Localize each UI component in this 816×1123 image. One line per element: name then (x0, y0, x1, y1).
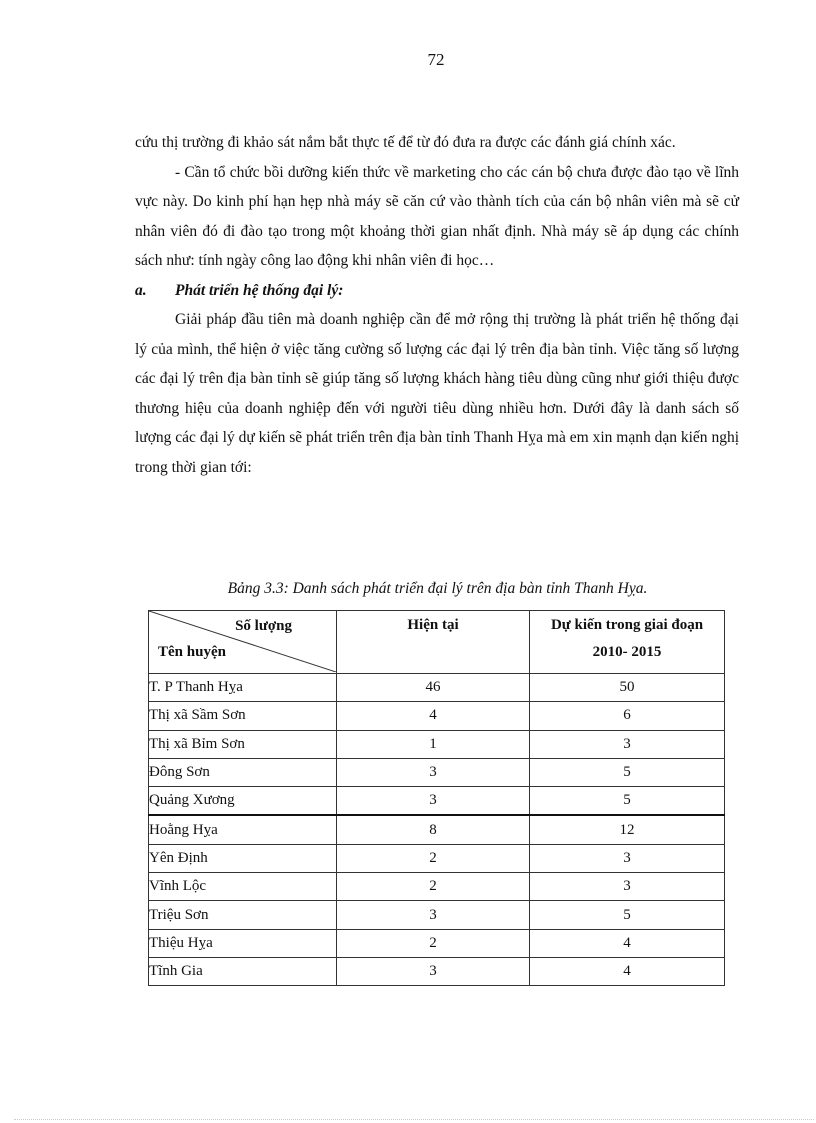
planned-count: 6 (530, 702, 725, 730)
current-count: 4 (337, 702, 530, 730)
header-diagonal-cell (149, 611, 337, 674)
district-name: Quảng Xương (149, 787, 337, 816)
table-row (149, 957, 725, 985)
table-row (149, 844, 725, 872)
district-name: Thị xã Bỉm Sơn (149, 730, 337, 758)
paragraph-marketing-training: - Cần tổ chức bồi dưỡng kiến thức về marketing cho các cán bộ chưa được đào tạo về lĩnh vực này. Do kinh phí hạn hẹp nhà máy sẽ căn cứ vào thành tích của cán bộ nhân viên mà sẽ cử nhân viên đó đi đào tạo trong một khoảng thời gian nhất định. Nhà máy sẽ áp dụng các chính sách như: tính ngày công lao động khi nhân viên đi học… (135, 163, 739, 269)
header-planned-line1: Dự kiến trong giai đoạn (550, 617, 704, 633)
planned-count: 4 (530, 957, 725, 985)
table-row (149, 929, 725, 957)
district-name: T. P Thanh Hỵa (149, 674, 337, 702)
district-name: Thị xã Sầm Sơn (149, 702, 337, 730)
section-marker: a. (135, 281, 147, 299)
planned-count: 5 (530, 901, 725, 929)
header-quantity-label: Số lượng (235, 618, 292, 634)
current-count: 2 (337, 844, 530, 872)
current-count: 46 (337, 674, 530, 702)
planned-count: 50 (530, 674, 725, 702)
table-row (149, 873, 725, 901)
current-count: 8 (337, 815, 530, 844)
planned-count: 3 (530, 873, 725, 901)
header-current: Hiện tại (337, 611, 530, 674)
planned-count: 5 (530, 758, 725, 786)
table-row (149, 901, 725, 929)
current-count: 2 (337, 929, 530, 957)
district-name: Vĩnh Lộc (149, 873, 337, 901)
table-row (149, 787, 725, 816)
table-row (149, 815, 725, 844)
district-name: Triệu Sơn (149, 901, 337, 929)
section-heading (135, 276, 739, 306)
paragraph-continued: cứu thị trường đi khảo sát nắm bắt thực tế để từ đó đưa ra được các đánh giá chính xác. (135, 134, 676, 151)
page-bottom-divider (14, 1119, 814, 1120)
page-number: 72 (427, 50, 445, 69)
district-name: Đông Sơn (149, 758, 337, 786)
district-name: Tĩnh Gia (149, 957, 337, 985)
paragraph-agency-development: Giải pháp đầu tiên mà doanh nghiệp cần để mở rộng thị trường là phát triển hệ thống đại lý của mình, thể hiện ở việc tăng cường số lượng các đại lý trên địa bàn tỉnh. Việc tăng số lượng các đại lý trên địa bàn tỉnh sẽ giúp tăng số lượng khách hàng tiêu dùng cũng như giới thiệu được thương hiệu của doanh nghiệp đến với người tiêu dùng nhiều hơn. Dưới đây là danh sách số lượng các đại lý dự kiến sẽ phát triển trên địa bàn tỉnh Thanh Hỵa mà em xin mạnh dạn kiến nghị trong thời gian tới: (135, 311, 739, 476)
agency-table (148, 610, 725, 986)
table-row (149, 674, 725, 702)
table-caption: Bảng 3.3: Danh sách phát triển đại lý trên địa bàn tỉnh Thanh Hỵa. (227, 580, 648, 597)
table-header-row (149, 611, 725, 674)
table-row (149, 730, 725, 758)
district-name: Thiệu Hỵa (149, 929, 337, 957)
current-count: 3 (337, 957, 530, 985)
section-title: Phát triển hệ thống đại lý: (175, 281, 344, 299)
planned-count: 4 (530, 929, 725, 957)
current-count: 3 (337, 758, 530, 786)
planned-count: 3 (530, 730, 725, 758)
current-count: 3 (337, 901, 530, 929)
planned-count: 3 (530, 844, 725, 872)
body-text-top (135, 128, 739, 482)
district-name: Yên Định (149, 844, 337, 872)
header-district-label: Tên huyện (158, 644, 226, 660)
planned-count: 12 (530, 815, 725, 844)
current-count: 3 (337, 787, 530, 816)
current-count: 2 (337, 873, 530, 901)
district-name: Hoằng Hỵa (149, 815, 337, 844)
header-planned (530, 611, 725, 674)
table-row (149, 702, 725, 730)
table-row (149, 758, 725, 786)
header-planned-line2: 2010- 2015 (592, 644, 662, 660)
planned-count: 5 (530, 787, 725, 816)
current-count: 1 (337, 730, 530, 758)
